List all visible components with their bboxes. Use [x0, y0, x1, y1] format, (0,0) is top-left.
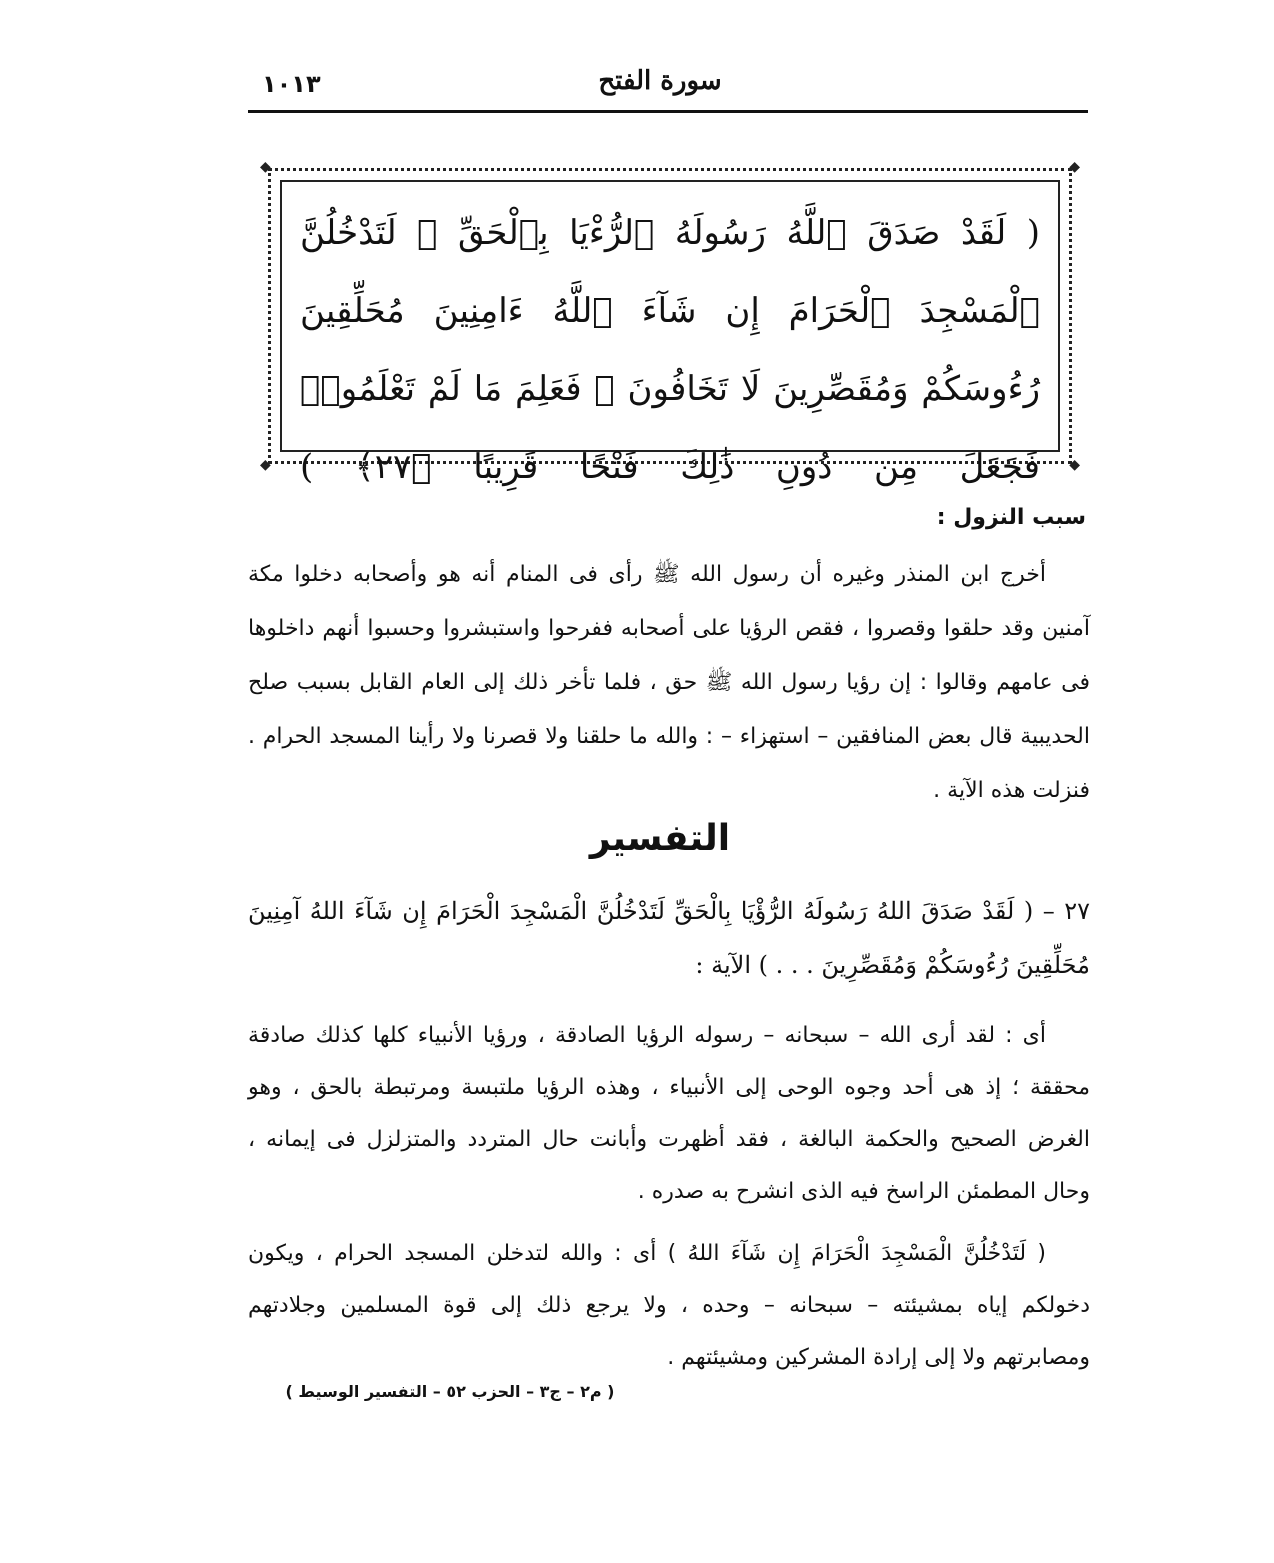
asbab-paragraph: [248, 548, 1090, 818]
frame-corner-ornament-icon: ◆: [1069, 159, 1080, 175]
header-rule: [248, 110, 1088, 113]
page-number: ١٠١٣: [262, 70, 321, 98]
asbab-text: أخرج ابن المنذر وغيره أن رسول الله ﷺ رأى فى المنام أنه هو وأصحابه دخلوا مكة آمنين وقد حلقوا وقصروا ، فقص الرؤيا على أصحابه ففرحوا واستبشروا وحسبوا أنهم داخلوها فى عامهم وقالوا : إن رؤيا رسول الله ﷺ حق ، فلما تأخر ذلك إلى العام القابل بسبب صلح الحديبية قال بعض المنافقين – استهزاء – : والله ما حلقنا ولا قصرنا ولا رأينا المسجد الحرام . فنزلت هذه الآية .: [248, 562, 1090, 803]
tafsir-verse-reference: ٢٧ – ( لَقَدْ صَدَقَ اللهُ رَسُولَهُ الرُّؤْيَا بِالْحَقِّ لَتَدْخُلُنَّ الْمَسْجِدَ الْحَرَامَ إِن شَآءَ اللهُ آمِنِينَ مُحَلِّقِينَ رُءُوسَكُمْ وَمُقَصِّرِينَ . . . ) الآية :: [248, 897, 1090, 979]
footer-signature: ( م٢ – ج٣ – الحزب ٥٢ – التفسير الوسيط ): [285, 1382, 615, 1401]
quran-verse-text: ( لَقَدْ صَدَقَ ٱللَّهُ رَسُولَهُ ٱلرُّءْيَا بِٱلْحَقِّ ۖ لَتَدْخُلُنَّ ٱلْمَسْجِدَ ٱلْحَرَامَ إِن شَآءَ ٱللَّهُ ءَامِنِينَ مُحَلِّقِينَ رُءُوسَكُمْ وَمُقَصِّرِينَ لَا تَخَافُونَ ۖ فَعَلِمَ مَا لَمْ تَعْلَمُوا۟ فَجَعَلَ مِن دُونِ ذَٰلِكَ فَتْحًا قَرِيبًا ﴿٢٧﴾ ): [300, 213, 1040, 487]
tafsir-paragraph-1-text: أى : لقد أرى الله – سبحانه – رسوله الرؤيا الصادقة ، ورؤيا الأنبياء كلها كذلك صادقة محققة ؛ إذ هى أحد وجوه الوحى إلى الأنبياء ، وهذه الرؤيا ملتبسة ومرتبطة بالحق ، وهو الغرض الصحيح والحكمة البالغة ، فقد أظهرت وأبانت حال المتردد والمتزلزل فى إيمانه ، وحال المطمئن الراسخ فيه الذى انشرح به صدره .: [248, 1023, 1090, 1204]
tafsir-paragraph-2-text: ( لَتَدْخُلُنَّ الْمَسْجِدَ الْحَرَامَ إِن شَآءَ اللهُ ) أى : والله لتدخلن المسجد الحرام ، ويكون دخولكم إياه بمشيئته – سبحانه – وحده ، ولا يرجع ذلك إلى قوة المسلمين وجلادتهم ومصابرتهم ولا إلى إرادة المشركين ومشيئتهم .: [248, 1241, 1090, 1370]
frame-corner-ornament-icon: ◆: [260, 159, 271, 175]
running-header-title: سورة الفتح: [598, 66, 722, 96]
tafsir-paragraph-1: [248, 1010, 1090, 1218]
tafsir-title: التفسير: [589, 818, 731, 859]
frame-corner-ornament-icon: ◆: [1069, 457, 1080, 473]
frame-corner-ornament-icon: ◆: [260, 457, 271, 473]
tafsir-paragraph-2: [248, 1228, 1090, 1384]
asbab-heading: سبب النزول :: [936, 505, 1086, 530]
verse-frame: [260, 159, 1080, 487]
